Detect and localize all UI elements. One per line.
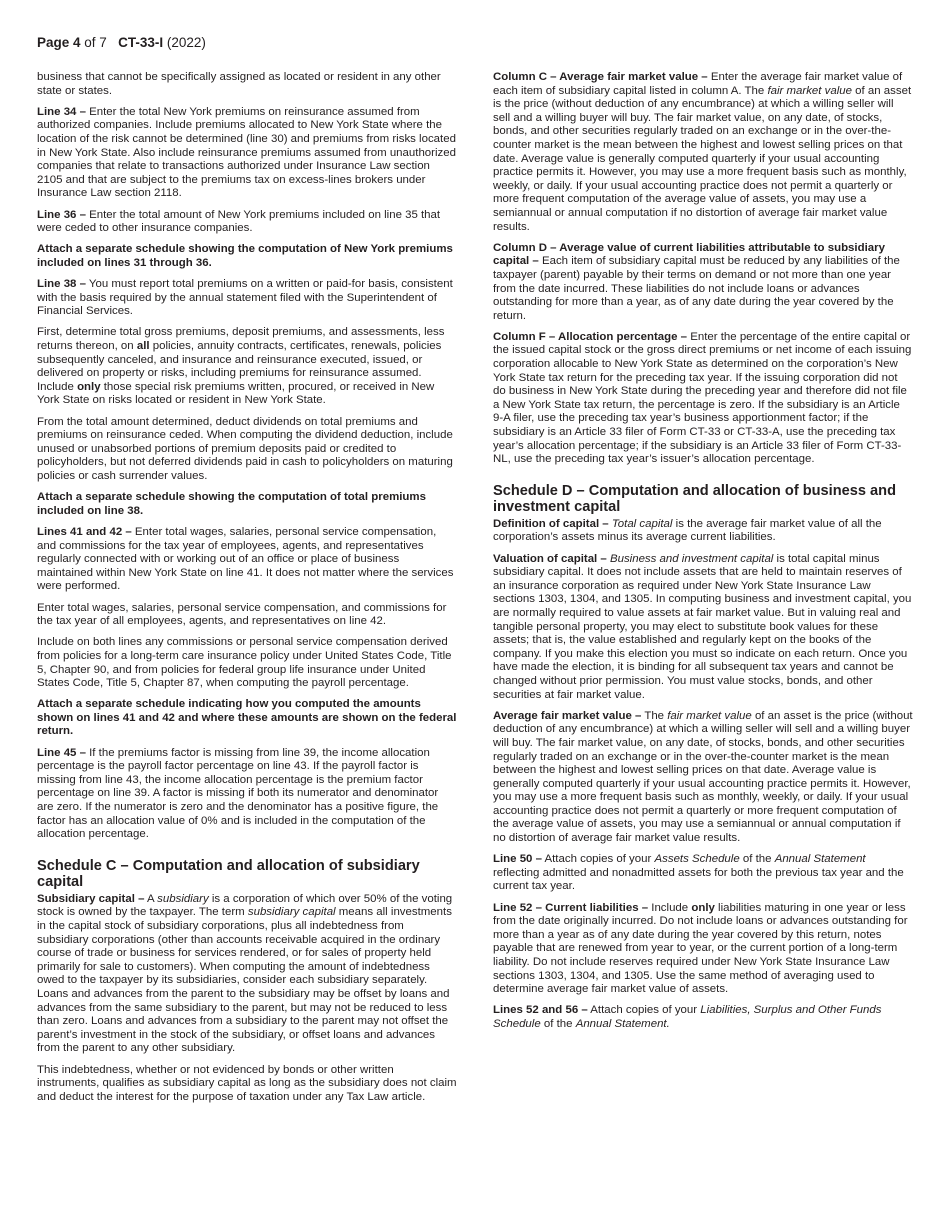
column-c-label: Column C – Average fair market value – [493, 71, 708, 83]
text: Each item of subsidiary capital must be reduced by any liabilities of the taxpayer (parent) payable by their terms on demand or not more than one year from the date incurred. These liabilities do not include loans or advances outstanding for more than a year, as of any date during the year covered by the return. [493, 255, 900, 322]
line52-label: Line 52 – Current liabilities – [493, 901, 649, 914]
left-column [37, 71, 457, 1112]
italic-term: Annual Statement. [575, 1017, 670, 1030]
line50-label: Line 50 – [493, 853, 542, 866]
line38-text: You must report total premiums on a written or paid-for basis, consistent with the basis required by the annual statement filed with the Superintendent of Financial Services. [37, 278, 453, 318]
attach-note: Attach a separate schedule indicating how you computed the amounts shown on lines 41 and 42 and where these amounts are shown on the federal return. [37, 698, 457, 738]
text: policies, annuity contracts, certificates, renewals, policies subsequently canceled, and insurance and reinsurance executed, issued, or delivered on property or risks, including premiums for reinsurance assumed. Include [37, 340, 442, 393]
lines4142-paragraph [37, 526, 457, 594]
italic-term: Assets Schedule [654, 853, 740, 866]
page-number: Page 4 [37, 35, 81, 50]
line45-label: Line 45 – [37, 746, 86, 759]
text: Attach copies of your [541, 853, 655, 866]
schedule-d-heading: Schedule D – Computation and allocation of business and investment capital [493, 482, 896, 516]
italic-term: Total capital [611, 517, 673, 530]
text: Attach copies of your [587, 1004, 701, 1017]
text: of an asset is the price (without deduction of any encumbrance) at which a willing seller will sell and a willing buyer will buy. The fair market value, on any date, of stocks, bonds, and other securities regularly traded on an exchange or in the over-the-counter market is the mean between the highest and lowest selling prices on that date. Average value is generally computed quarterly if your usual accounting practice permits it. However, you may use a more frequent basis such as monthly, weekly, or daily. If your usual accounting practice does not permit a quarterly or more frequent computation of the average value of assets, you may use a semiannual or annual computation if no distortion of average fair market value results. [493, 84, 912, 233]
definition-paragraph [493, 518, 913, 545]
emphasis: only [77, 380, 101, 393]
line36-label: Line 36 – [37, 208, 86, 221]
text: is total capital minus subsidiary capital. It does not include assets that are held to maintain reserves of an insurance corporation as required under New York State Insurance Law sections 1303, 1304, and 1305. In computing business and investment capital, you are normally required to value assets at fair market value. But in valuing real and tangible personal property, you may elect to substitute book values for these assets; that is, the value established and regularly kept on the books of the company. If you make this election you must so indicate on each return. Once you have made the election, it is binding for all subsequent tax years and cannot be changed without prior permission. You must value stocks, bonds, and other securities at fair market value. [493, 552, 912, 701]
paragraph: business that cannot be specifically assigned as located or resident in any other state or states. [37, 71, 441, 97]
emphasis: all [136, 340, 150, 353]
text: means all investments in the capital stock of subsidiary corporations, plus all indebtedness from subsidiary corporations (other than accounts receivable acquired in the ordinary course of trade or business for services rendered, or for sales of property held primarily for sale to customers). When computing the amount of indebtedness owed to the taxpayer by its subsidiaries, consider each subsidiary separately. Loans and advances from the parent to the subsidiary may be offset by loans and advances from the same subsidiary to the parent, but may not be reduced to less than zero. Loans and advances from a subsidiary to the parent may not offset the parent’s investment in the stock of the subsidiary, or offset loans and advances from the parent to any other subsidiary. [37, 906, 452, 1055]
subcap-label: Subsidiary capital – [37, 892, 145, 905]
lines4142-label: Lines 41 and 42 – [37, 525, 132, 538]
italic-term: subsidiary [157, 892, 209, 905]
line45-paragraph [37, 747, 457, 842]
line52-paragraph [493, 902, 913, 997]
page-total: of 7 [80, 35, 107, 50]
line38-paragraph [37, 278, 457, 319]
text: The [641, 709, 668, 722]
emphasis: only [691, 901, 715, 914]
text: First, determine total gross premiums, deposit premiums, and assessments, less returns thereon, on [37, 326, 445, 353]
paragraph [37, 326, 457, 408]
text: is the average fair market value of all the corporation’s assets minus its average current liabilities. [493, 517, 882, 544]
paragraph: Include on both lines any commissions or personal service compensation derived from policies for a long-term care insurance policy under United States Code, Title 5, Chapter 90, and from policies for federal group life insurance under United States Code, Title 5, Chapter 87, when computing the payroll percentage. [37, 636, 452, 690]
form-year: (2022) [163, 35, 206, 50]
line38-label: Line 38 – [37, 278, 86, 291]
line34-paragraph [37, 106, 457, 201]
text: those special risk premiums written, procured, or received in New York State on risks located or resident in New York State. [37, 380, 435, 407]
column-f-paragraph [493, 331, 913, 467]
column-d-label: Column D – Average value of current liabilities attributable to subsidiary capital – [493, 241, 885, 268]
text: of the [540, 1017, 576, 1030]
column-d-paragraph [493, 242, 913, 324]
page-header [37, 35, 206, 50]
italic-term: Annual Statement [774, 853, 866, 866]
paragraph: Enter total wages, salaries, personal service compensation, and commissions for the tax year of all employees, agents, and representatives on line 42. [37, 601, 447, 628]
line50-paragraph [493, 853, 913, 894]
text: liabilities maturing in one year or less from the date originally incurred. Do not include loans or advances outstanding for more than a year as of any date during the year covered by this return, notes payable that are renewed from year to year, or the current portion of a long-term liability. Do not include reserves required under New York State Insurance Law sections 1303, 1304, and 1305. Use the same method of averaging used to determine average fair market value of assets. [493, 901, 908, 996]
paragraph: This indebtedness, whether or not evidenced by bonds or other written instruments, qualifies as subsidiary capital as long as the subsidiary does not claim and deduct the interest for the purpose of taxation under any Tax Law article. [37, 1063, 457, 1103]
line36-paragraph [37, 209, 457, 236]
line34-label: Line 34 – [37, 105, 86, 118]
lines4142-text: Enter total wages, salaries, personal service compensation, and commissions for the tax year of employees, agents, and representatives regularly connected with or working out of an office or place of business maintained within New York State on line 41. It does not matter where the services were performed. [37, 525, 454, 593]
average-fmv-paragraph [493, 710, 913, 846]
column-c-paragraph [493, 71, 913, 234]
valuation-paragraph [493, 553, 913, 703]
subsidiary-capital-paragraph [37, 893, 457, 1056]
italic-term: fair market value [767, 84, 852, 97]
line36-text: Enter the total amount of New York premiums included on line 35 that were ceded to other insurance companies. [37, 208, 441, 235]
lines5256-label: Lines 52 and 56 – [493, 1004, 588, 1017]
italic-term: fair market value [667, 709, 752, 722]
text: A [144, 892, 158, 905]
definition-label: Definition of capital – [493, 517, 609, 530]
schedule-c-heading: Schedule C – Computation and allocation of subsidiary capital [37, 857, 420, 891]
right-column [493, 71, 913, 1039]
italic-term: Liabilities, Surplus and Other Funds Schedule [493, 1004, 882, 1030]
text: Enter the percentage of the entire capital or the issued capital stock or the gross direct premiums or net income of each issuing corporation allocable to New York State as determined on the corporation’s New York State tax return for the preceding tax year. If the issuing corporation did not do business in New York State during the preceding year and therefore did not file a New York State tax return, the percentage is zero. If the subsidiary is an Article 9-A filer, use the preceding tax year’s business apportionment factor; if the subsidiary is an Article 33 filer of Form CT-33 or CT-33-A, use the preceding tax year’s allocation percentage; if the subsidiary is an Article 33 filer of Form CT-33-NL, use the preceding tax year’s issuer’s allocation percentage. [493, 330, 912, 466]
column-f-label: Column F – Allocation percentage – [493, 330, 688, 343]
form-name: CT-33-I [118, 35, 164, 50]
text: is a corporation of which over 50% of the voting stock is owned by the taxpayer. The term [37, 892, 453, 919]
average-fmv-label: Average fair market value – [493, 709, 642, 722]
italic-term: subsidiary capital [247, 906, 336, 919]
line34-text: Enter the total New York premiums on reinsurance assumed from authorized companies. Include premiums allocated to New York State where the location of the risk cannot be determined (line 30) and premiums from risks located in New York State. Also include reinsurance premiums assumed from unauthorized companies that relate to transactions authorized under Insurance Law section 2105 and that are subject to the premiums tax on excess-lines brokers under Insurance Law section 2118. [37, 105, 456, 200]
line45-text: If the premiums factor is missing from line 39, the income allocation percentage is the payroll factor percentage on line 43. If the payroll factor is missing from line 43, the income allocation percentage is the premium factor percentage on line 39. A factor is missing if both its numerator and denominator are zero. If the numerator is zero and the denominator has a positive figure, the factor has an allocation value of 0% and is included in the computation of the allocation percentage. [37, 746, 439, 841]
text: Enter the average fair market value of each item of subsidiary capital listed in column A. The [493, 71, 903, 97]
paragraph: From the total amount determined, deduct dividends on total premiums and premiums on reinsurance ceded. When computing the dividend deduction, include unused or unabsorbed portions of premium deposits paid or credited to policyholders, but not deferred dividends paid in cash to policyholders on maturing policies or cash surrender values. [37, 415, 453, 482]
text: reflecting admitted and nonadmitted assets for both the previous tax year and the current tax year. [493, 866, 904, 893]
lines5256-paragraph [493, 1004, 913, 1031]
attach-note: Attach a separate schedule showing the computation of New York premiums included on lines 31 through 36. [37, 243, 453, 269]
italic-term: Business and investment capital [609, 552, 774, 565]
attach-note: Attach a separate schedule showing the computation of total premiums included on line 38. [37, 491, 426, 517]
text: of an asset is the price (without deduction of any encumbrance) at which a willing seller will sell and a willing buyer will buy. The fair market value, on any date, of stocks, bonds, and other securities regularly traded on an exchange or in the over-the-counter market is the mean between the highest and lowest selling prices on that date. Average value is generally computed quarterly if your usual accounting practice permits it. However, you may use a more frequent basis such as monthly, weekly, or daily. If your usual accounting practice does not permit a quarterly or more frequent computation of the average value of assets, you may use a semiannual or annual computation if no distortion of average fair market value results. [493, 709, 913, 845]
valuation-label: Valuation of capital – [493, 552, 607, 565]
text: of the [739, 853, 775, 866]
text: Include [648, 901, 692, 914]
